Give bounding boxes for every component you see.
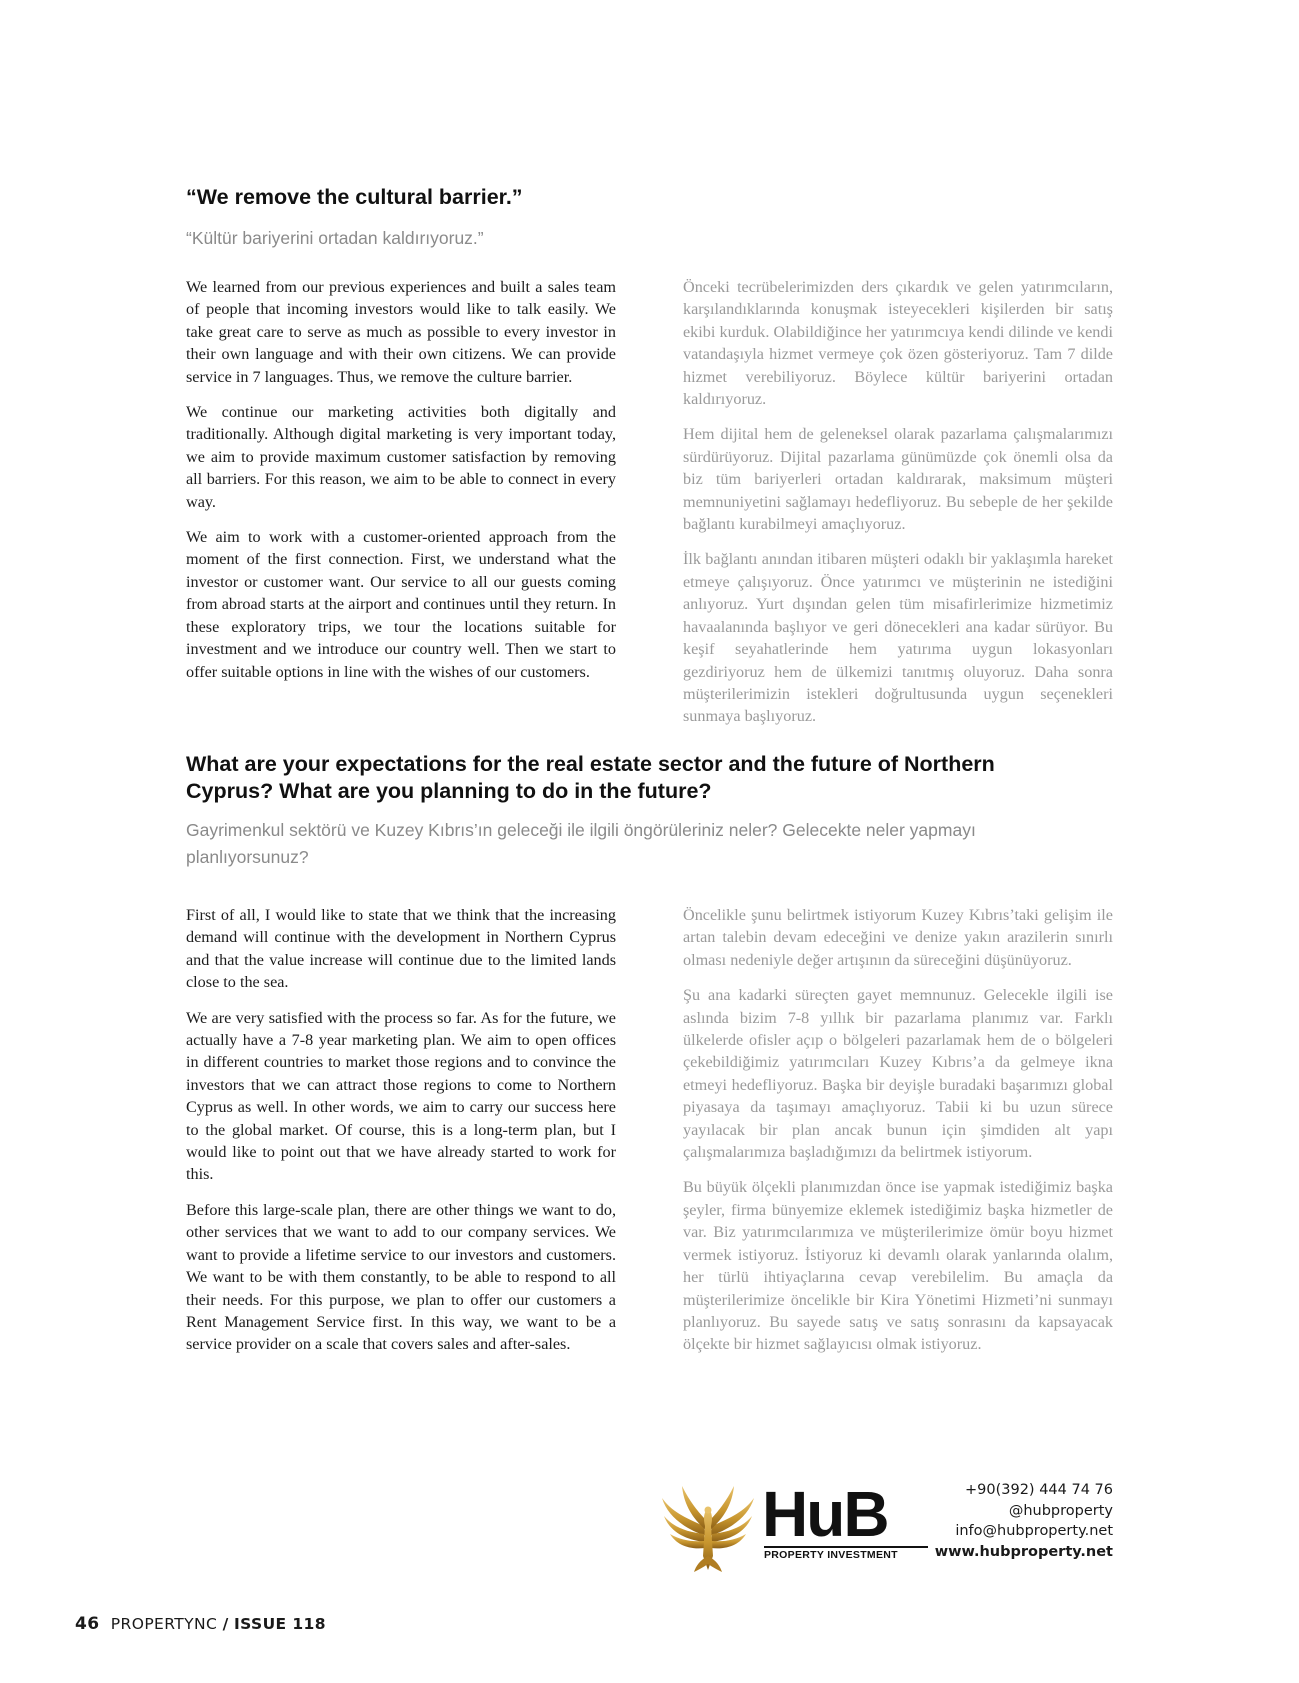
logo-tagline: PROPERTY INVESTMENT	[764, 1546, 928, 1561]
section1-subheading: “Kültür bariyerini ortadan kaldırıyoruz.”	[186, 228, 484, 248]
section2-subheading: Gayrimenkul sektörü ve Kuzey Kıbrıs’ın geleceği ile ilgili öngörüleriniz neler? Gelecekte neler yapmayı planlıyorsunuz?	[186, 820, 976, 867]
page-number: 46	[75, 1614, 100, 1634]
contact-block	[935, 1480, 1113, 1562]
paragraph: İlk bağlantı anından itibaren müşteri odaklı bir yaklaşımla hareket etmeye çalışıyoruz. Önce yatırımcı ve müşterinin ne istediğini anlıyoruz. Yurt dışından gelen tüm misafirlerimize hizmetimiz havaalanında başlıyor ve geri dönecekleri ana kadar sürüyor. Bu keşif seyahatlerinde hem yatırıma uygun lokasyonları gezdiriyoruz hem de ülkemizi tanıtmış oluyoruz. Daha sonra müşterilerimizin istekleri doğrultusunda uygun seçenekleri sunmaya başlıyoruz.	[683, 550, 1113, 726]
paragraph: We learned from our previous experiences and built a sales team of people that incoming investors would like to talk easily. We take great care to serve as much as possible to every investor in their own language and with their own citizens. We can provide service in 7 languages. Thus, we remove the culture barrier.	[186, 278, 616, 386]
section1-english-column	[186, 276, 616, 696]
section1-turkish-column	[683, 276, 1113, 741]
section2-turkish-column	[683, 904, 1113, 1369]
email-address: info@hubproperty.net	[955, 1523, 1113, 1539]
phone-number: +90(392) 444 74 76	[965, 1482, 1113, 1498]
section1-heading: “We remove the cultural barrier.”	[186, 185, 523, 209]
paragraph: Şu ana kadarki süreçten gayet memnunuz. Gelecekle ilgili ise aslında bizim 7-8 yıllık bir pazarlama planımız var. Farklı ülkelerde ofisler açıp o bölgeleri pazarlamak hem de o bölgeleri çekebildiğimiz yatırımcıları Kuzey Kıbrıs’a da gelmeye ikna etmeyi hedefliyoruz. Başka bir deyişle buradaki başarımızı global piyasaya da taşımayı amaçlıyoruz. Tabii ki bu uzun sürece yayılacak bir plan ancak bunun için şimdiden alt yapı çalışmalarımıza başladığımızı da belirtmek istiyorum.	[683, 986, 1113, 1162]
paragraph: Bu büyük ölçekli planımızdan önce ise yapmak istediğimiz başka şeyler, firma bünyemize eklemek istediğimiz başka hizmetler de var. Biz yatırımcılarımıza ve müşterilerimize ömür boyu hizmet vermek istiyoruz. İstiyoruz ki devamlı olarak yanlarında olalım, her türlü ihtiyaçlarına cevap verebilelim. Bu amaçla da müşterilerimize öncelikle bir Kira Yönetimi Hizmeti’ni sunmayı planlıyoruz. Bu sayede satış ve satış sonrasını da kapsayacak ölçekte bir hizmet sağlayıcısı olmak istiyoruz.	[683, 1178, 1113, 1354]
logo-wordmark: HuB	[762, 1478, 888, 1550]
phoenix-icon	[658, 1478, 758, 1573]
issue-number: ISSUE 118	[233, 1615, 326, 1633]
section2-english-column	[186, 904, 616, 1369]
magazine-name: PROPERTYNC	[110, 1615, 218, 1633]
folio-separator: /	[222, 1615, 229, 1633]
paragraph: We are very satisfied with the process so far. As for the future, we actually have a 7-8 year marketing plan. We aim to open offices in different countries to market those regions and to convince the investors that we can attract those regions to come to Northern Cyprus as well. In other words, we aim to carry our success here to the global market. Of course, this is a long-term plan, but I would like to point out that we have already started to work for this.	[186, 1008, 616, 1184]
paragraph: Öncelikle şunu belirtmek istiyorum Kuzey Kıbrıs’taki gelişim ile artan talebin devam edeceğini ve denize yakın arazilerin sınırlı olması nedeniyle değer artışının da süreceğini düşünüyoruz.	[683, 906, 1113, 969]
paragraph: We continue our marketing activities both digitally and traditionally. Although digital marketing is very important today, we aim to provide maximum customer satisfaction by removing all barriers. For this reason, we aim to be able to connect in every way.	[186, 403, 616, 511]
hub-logo	[658, 1478, 928, 1573]
social-handle: @hubproperty	[1008, 1502, 1113, 1519]
page-folio	[75, 1614, 326, 1634]
paragraph: First of all, I would like to state that we think that the increasing demand will continue with the development in Northern Cyprus and that the value increase will continue due to the limited lands close to the sea.	[186, 906, 616, 992]
paragraph: Önceki tecrübelerimizden ders çıkardık ve gelen yatırımcıların, karşılandıklarında konuşmak isteyecekleri kişilerden bir satış ekibi kurduk. Olabildiğince her yatırımcıya kendi dilinde ve kendi vatandaşıyla hizmet vermeye çok özen gösteriyoruz. Tam 7 dilde hizmet verebiliyoruz. Böylece kültür bariyerini ortadan kaldırıyoruz.	[683, 278, 1113, 409]
paragraph: Hem dijital hem de geleneksel olarak pazarlama çalışmalarımızı sürdürüyoruz. Dijital pazarlama günümüzde çok önemli olsa da biz tüm bariyerleri ortadan kaldırarak, maksimum müşteri memnuniyetini sağlamayı hedefliyoruz. Bu sebeple de her şekilde bağlantı kurabilmeyi amaçlıyoruz.	[683, 425, 1113, 534]
section2-heading: What are your expectations for the real estate sector and the future of Northern Cyprus? What are you planning to do in the future?	[186, 752, 995, 803]
paragraph: We aim to work with a customer-oriented approach from the moment of the first connection. First, we understand what the investor or customer want. Our service to all our guests coming from abroad starts at the airport and continues until they return. In these exploratory trips, we tour the locations suitable for investment and we introduce our country well. Then we start to offer suitable options in line with the wishes of our customers.	[186, 528, 616, 681]
website-link: www.hubproperty.net	[934, 1543, 1113, 1560]
paragraph: Before this large-scale plan, there are other things we want to do, other services that we want to add to our company services. We want to provide a lifetime service to our investors and customers. We want to be with them constantly, to be able to respond to all their needs. For this purpose, we plan to offer our customers a Rent Management Service first. In this way, we want to be a service provider on a scale that covers sales and after-sales.	[186, 1200, 616, 1354]
